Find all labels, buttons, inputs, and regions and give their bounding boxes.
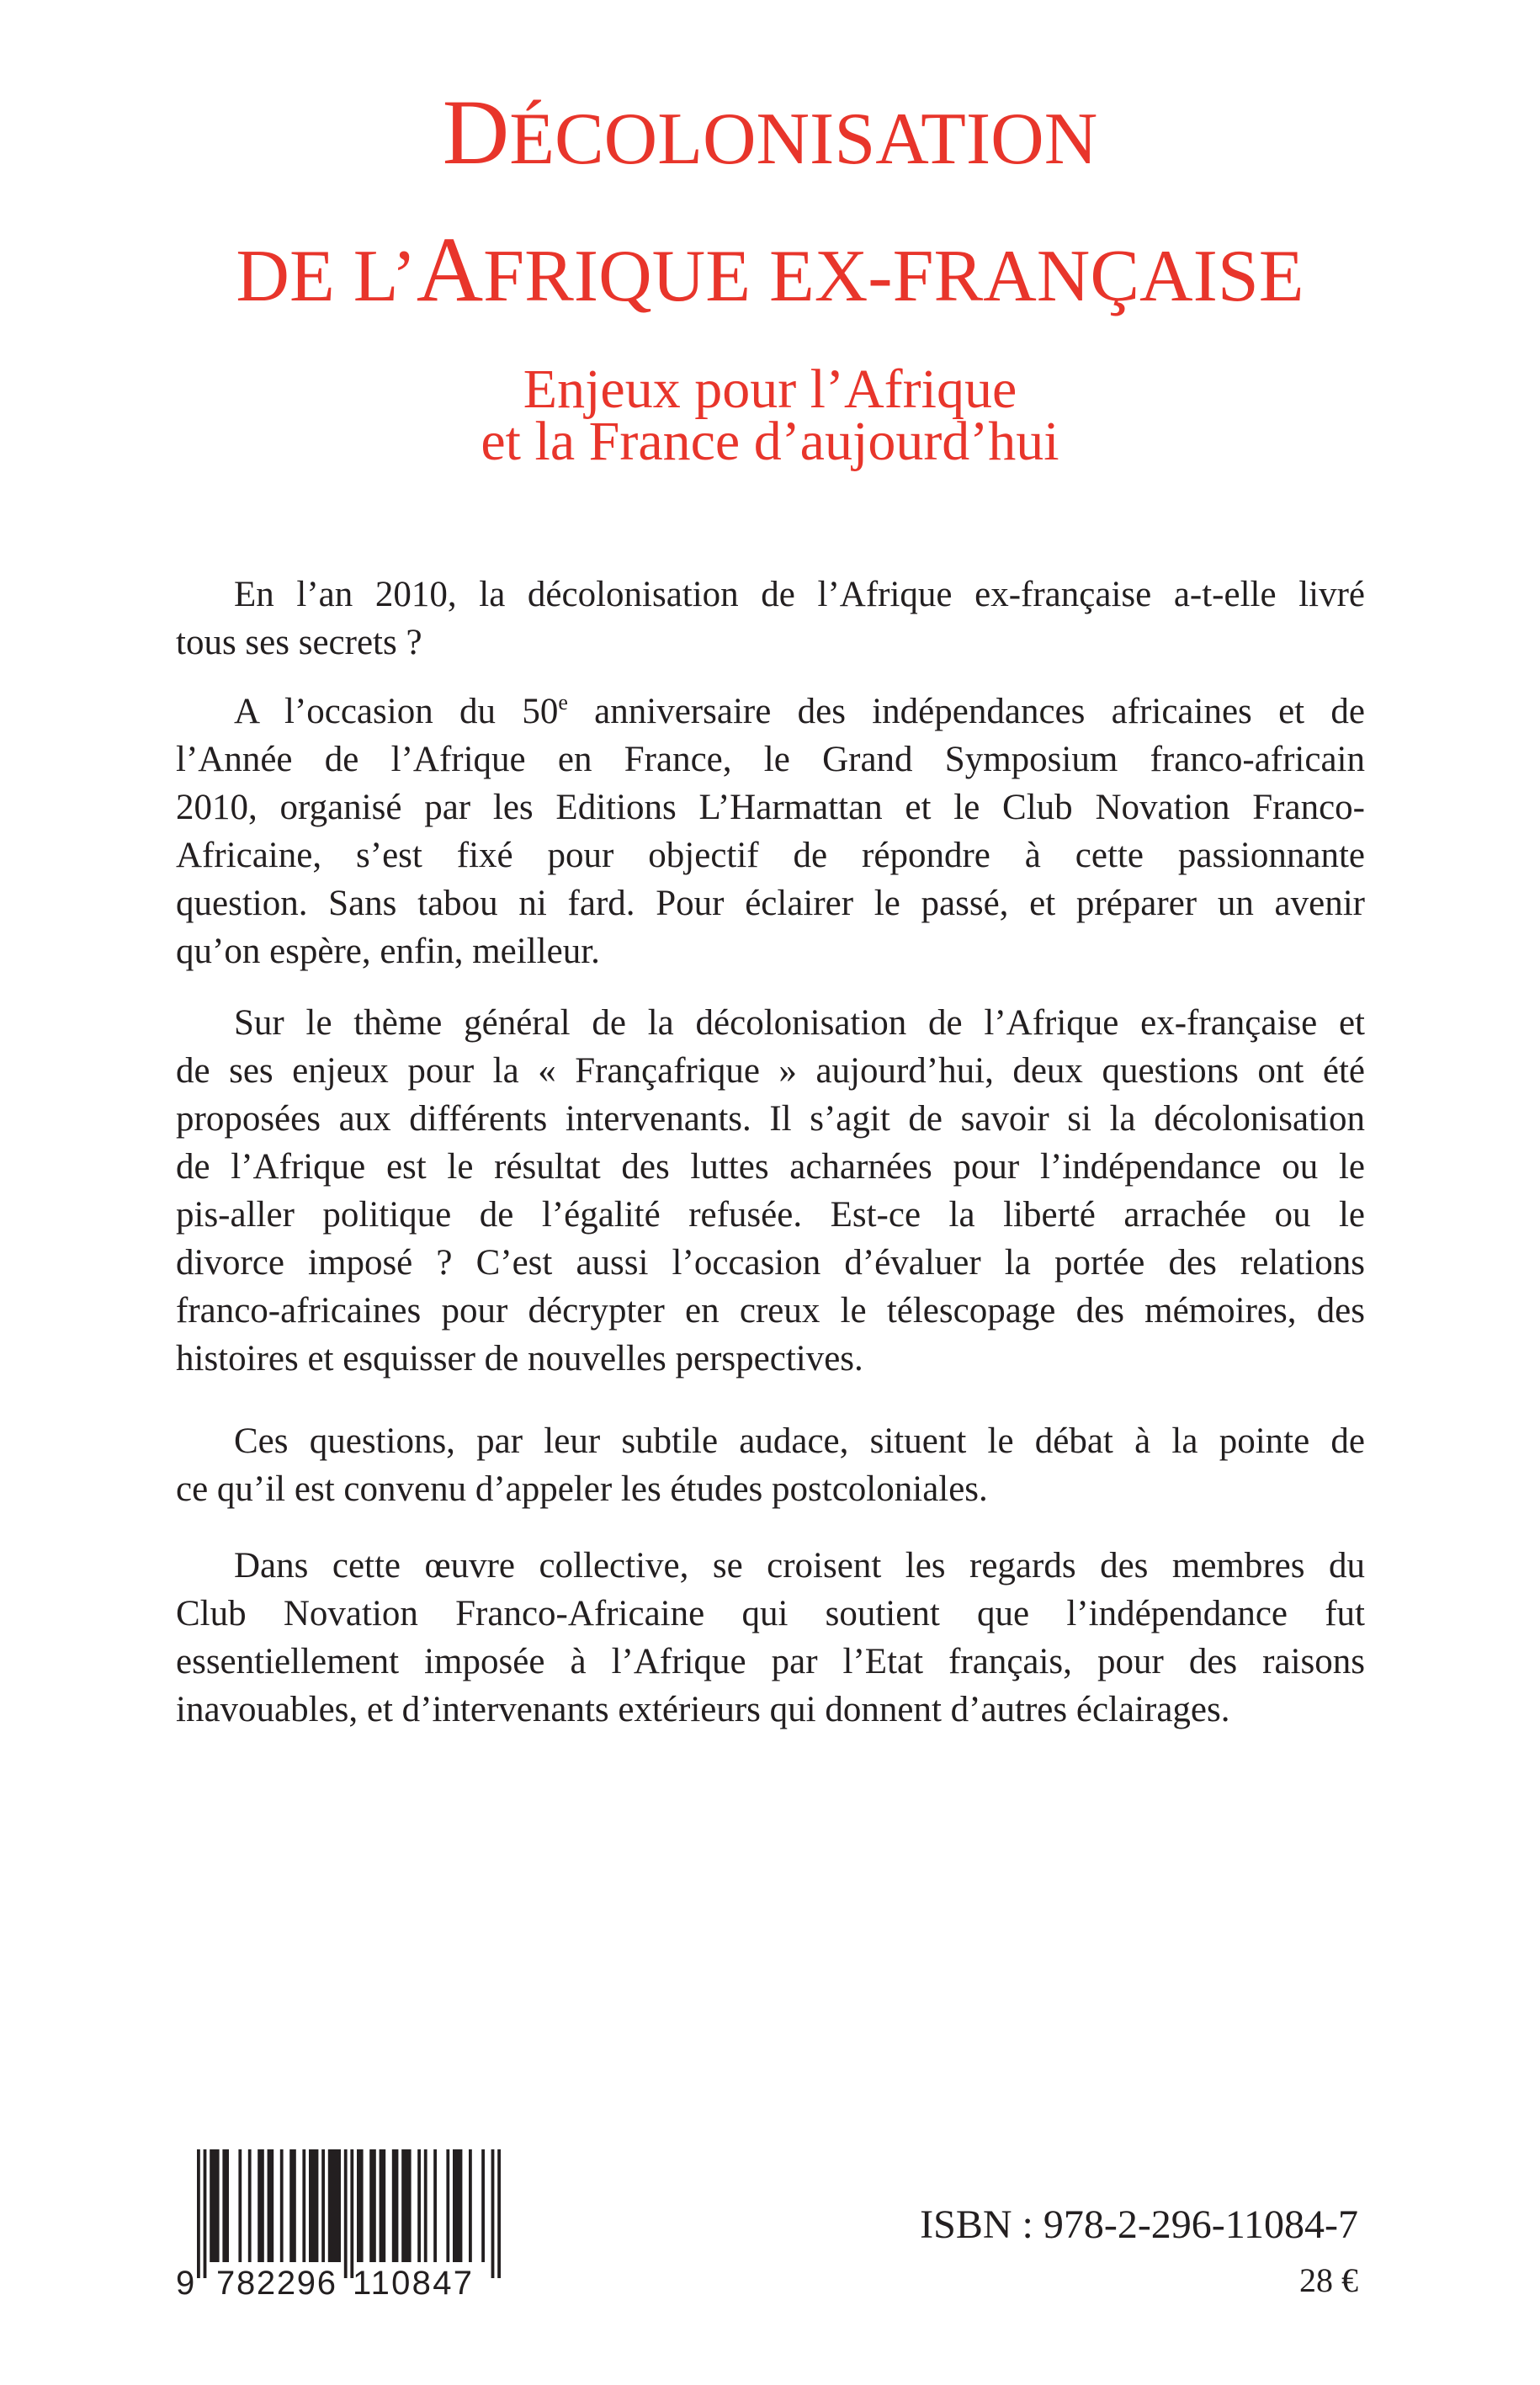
ordinal-superscript: e (558, 690, 568, 714)
paragraph-line: franco-africaines pour décrypter en creux le télescopage des mémoires, des (176, 1291, 1365, 1331)
title-line-2 (0, 215, 1540, 332)
subtitle-line-1: Enjeux pour l’Afrique (523, 359, 1017, 420)
paragraph-line: ce qu’il est convenu d’appeler les études postcoloniales. (176, 1469, 988, 1509)
subtitle-line-2: et la France d’aujourd’hui (481, 411, 1059, 472)
paragraph-line: inavouables, et d’intervenants extérieurs qui donnent d’autres éclairages. (176, 1690, 1230, 1729)
barcode-left-digits: 782296 (216, 2265, 336, 2302)
barcode-right-digits: 110847 (353, 2265, 472, 2302)
paragraph-line: Sur le thème général de la décolonisation de l’Afrique ex-française et (234, 1003, 1365, 1043)
paragraph-line: Africaine, s’est fixé pour objectif de répondre à cette passionnante (176, 836, 1365, 875)
paragraph-line: A l’occasion du 50e anniversaire des indépendances africaines et de (234, 690, 1366, 731)
paragraph (176, 688, 1365, 975)
paragraph-line: qu’on espère, enfin, meilleur. (176, 932, 600, 971)
paragraph-line: 2010, organisé par les Editions L’Harmattan et le Club Novation Franco- (176, 788, 1365, 827)
ean13-barcode-icon (164, 2146, 509, 2302)
title-small-caps: FRIQUE EX-FRANÇAISE (483, 236, 1304, 317)
title-small-caps-prefix: DE L’ (236, 236, 417, 317)
paragraph-line: divorce imposé ? C’est aussi l’occasion d’évaluer la portée des relations (176, 1243, 1365, 1283)
price-label: 28 € (1299, 2261, 1358, 2299)
paragraph-line: l’Année de l’Afrique en France, le Grand Symposium franco-africain (176, 740, 1365, 779)
paragraph-line: de ses enjeux pour la « Françafrique » aujourd’hui, deux questions ont été (176, 1051, 1365, 1091)
isbn-label: ISBN : 978-2-296-11084-7 (920, 2202, 1358, 2247)
title-line-1 (0, 77, 1540, 194)
paragraph (176, 1417, 1365, 1513)
paragraph-line: Dans cette œuvre collective, se croisent les regards des membres du (234, 1546, 1365, 1586)
paragraph (176, 1542, 1365, 1734)
paragraph-line: Ces questions, par leur subtile audace, situent le débat à la pointe de (234, 1421, 1365, 1461)
paragraph-line: tous ses secrets ? (176, 623, 422, 662)
paragraph-line: histoires et esquisser de nouvelles perspectives. (176, 1339, 863, 1378)
paragraph (176, 999, 1365, 1383)
title-initial: D (442, 81, 510, 183)
paragraph-line: Club Novation Franco-Africaine qui soutient que l’indépendance fut (176, 1594, 1365, 1633)
paragraph-line: En l’an 2010, la décolonisation de l’Afrique ex-française a-t-elle livré (234, 575, 1365, 614)
paragraph-line: essentiellement imposée à l’Afrique par l’Etat français, pour des raisons (176, 1642, 1365, 1681)
title-small-caps: ÉCOLONISATION (509, 98, 1098, 180)
paragraph-line: question. Sans tabou ni fard. Pour éclairer le passé, et préparer un avenir (176, 884, 1365, 923)
paragraph-line: de l’Afrique est le résultat des luttes acharnées pour l’indépendance ou le (176, 1147, 1365, 1187)
barcode-first-digit: 9 (176, 2265, 195, 2302)
paragraph (176, 571, 1365, 667)
paragraph-line: pis-aller politique de l’égalité refusée. Est-ce la liberté arrachée ou le (176, 1195, 1365, 1235)
barcode-bars (197, 2149, 501, 2278)
title-initial: A (416, 218, 484, 321)
paragraph-line: proposées aux différents intervenants. Il s’agit de savoir si la décolonisation (176, 1099, 1365, 1139)
